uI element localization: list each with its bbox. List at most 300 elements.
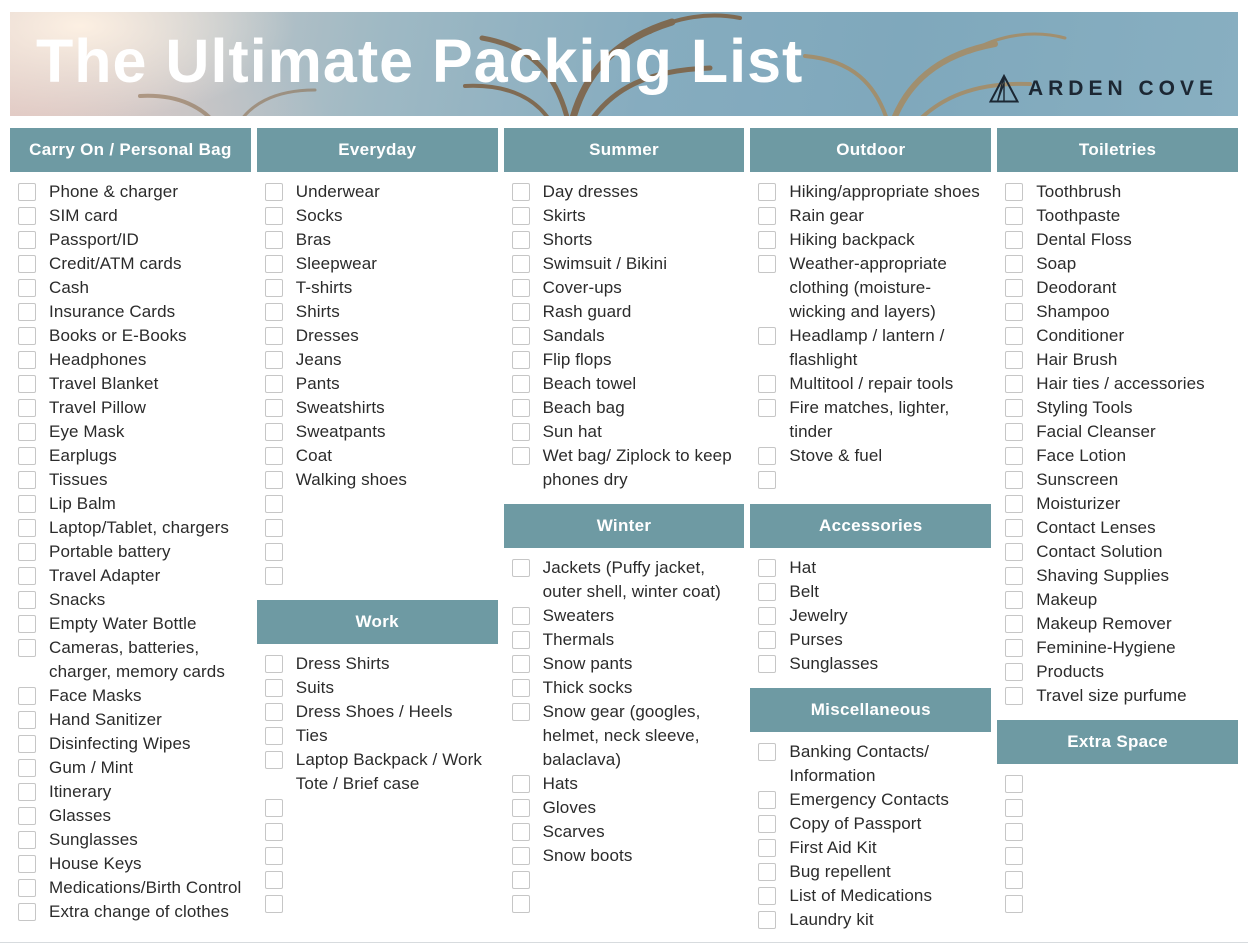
checkbox[interactable] <box>758 255 776 273</box>
checkbox[interactable] <box>512 255 530 273</box>
checkbox[interactable] <box>265 895 283 913</box>
section-header <box>504 128 745 172</box>
checklist-item <box>997 772 1238 796</box>
checkbox[interactable] <box>512 847 530 865</box>
checklist-item <box>10 564 251 588</box>
checklist-item <box>10 588 251 612</box>
checkbox[interactable] <box>758 207 776 225</box>
checkbox[interactable] <box>1005 639 1023 657</box>
checkbox[interactable] <box>265 567 283 585</box>
item-label: Deodorant <box>1036 278 1117 297</box>
packing-column <box>504 128 745 916</box>
checklist-item <box>10 348 251 372</box>
checklist-item <box>10 756 251 780</box>
checkbox[interactable] <box>1005 183 1023 201</box>
section-items <box>750 172 991 492</box>
section-title: Miscellaneous <box>810 700 931 719</box>
item-label: Thick socks <box>542 678 633 697</box>
checkbox[interactable] <box>1005 895 1023 913</box>
item-label: Shaving Supplies <box>1036 566 1170 585</box>
checklist-item <box>257 820 498 844</box>
item-label: Copy of Passport <box>789 814 922 833</box>
checkbox[interactable] <box>758 743 776 761</box>
item-label: Emergency Contacts <box>789 790 949 809</box>
item-label: Rash guard <box>542 302 632 321</box>
checkbox[interactable] <box>1005 399 1023 417</box>
checkbox[interactable] <box>512 895 530 913</box>
item-label: Shorts <box>542 230 593 249</box>
item-label: Contact Lenses <box>1036 518 1156 537</box>
checklist-item <box>10 804 251 828</box>
checkbox[interactable] <box>1005 351 1023 369</box>
item-label: Hats <box>542 774 578 793</box>
checklist-item <box>750 180 991 204</box>
checklist-item <box>997 492 1238 516</box>
checkbox[interactable] <box>18 615 36 633</box>
checklist-item <box>10 420 251 444</box>
checkbox[interactable] <box>758 655 776 673</box>
item-label: Lip Balm <box>49 494 116 513</box>
checkbox[interactable] <box>265 751 283 769</box>
checklist-item <box>257 324 498 348</box>
checkbox[interactable] <box>512 183 530 201</box>
checkbox[interactable] <box>265 703 283 721</box>
checkbox[interactable] <box>758 231 776 249</box>
item-label: Books or E-Books <box>49 326 187 345</box>
checkbox[interactable] <box>1005 567 1023 585</box>
checkbox[interactable] <box>758 375 776 393</box>
checkbox[interactable] <box>512 207 530 225</box>
packing-column <box>257 128 498 916</box>
checkbox[interactable] <box>1005 543 1023 561</box>
item-label: Portable battery <box>49 542 171 561</box>
checkbox[interactable] <box>265 655 283 673</box>
checklist-item <box>10 228 251 252</box>
item-label: Hair Brush <box>1036 350 1118 369</box>
checklist-item <box>257 700 498 724</box>
checklist-item <box>257 180 498 204</box>
checkbox[interactable] <box>1005 375 1023 393</box>
item-label: Banking Contacts/ Information <box>789 742 930 785</box>
checkbox[interactable] <box>265 799 283 817</box>
checkbox[interactable] <box>512 447 530 465</box>
checkbox[interactable] <box>1005 327 1023 345</box>
item-label: Hiking/appropriate shoes <box>789 182 980 201</box>
checklist-item <box>997 204 1238 228</box>
section-items <box>750 732 991 932</box>
checkbox[interactable] <box>265 207 283 225</box>
checkbox[interactable] <box>512 607 530 625</box>
section-header <box>997 720 1238 764</box>
checkbox[interactable] <box>512 327 530 345</box>
page-divider <box>0 942 1248 943</box>
checklist-item <box>504 604 745 628</box>
checklist-item <box>997 684 1238 708</box>
checklist-item <box>257 724 498 748</box>
packing-column <box>10 128 251 924</box>
item-label: Swimsuit / Bikini <box>542 254 668 273</box>
checkbox[interactable] <box>512 703 530 721</box>
section-items <box>257 644 498 916</box>
brand-name: ARDEN COVE <box>1027 77 1218 100</box>
checklist-item <box>257 468 498 492</box>
item-label: Hair ties / accessories <box>1036 374 1205 393</box>
checklist-item <box>257 564 498 588</box>
checklist-item <box>750 396 991 444</box>
checklist-item <box>504 396 745 420</box>
section-items <box>504 172 745 492</box>
checklist-item <box>504 820 745 844</box>
checkbox[interactable] <box>758 815 776 833</box>
checkbox[interactable] <box>265 279 283 297</box>
checkbox[interactable] <box>265 423 283 441</box>
checklist-item <box>750 836 991 860</box>
checkbox[interactable] <box>265 183 283 201</box>
checkbox[interactable] <box>512 679 530 697</box>
checklist-item <box>10 276 251 300</box>
item-label: Dress Shoes / Heels <box>295 702 453 721</box>
item-label: Walking shoes <box>295 470 408 489</box>
checkbox[interactable] <box>512 823 530 841</box>
packing-section <box>504 504 745 916</box>
checklist-item <box>10 300 251 324</box>
checklist-item <box>257 228 498 252</box>
checkbox[interactable] <box>265 447 283 465</box>
checkbox[interactable] <box>18 255 36 273</box>
checkbox[interactable] <box>1005 207 1023 225</box>
section-title: Extra Space <box>1067 732 1168 751</box>
checkbox[interactable] <box>1005 231 1023 249</box>
item-label: Flip flops <box>542 350 612 369</box>
checkbox[interactable] <box>758 471 776 489</box>
item-label: Headlamp / lantern / flashlight <box>789 326 945 369</box>
checklist-item <box>10 516 251 540</box>
checkbox[interactable] <box>18 543 36 561</box>
checkbox[interactable] <box>18 807 36 825</box>
checkbox[interactable] <box>18 519 36 537</box>
item-label: Hand Sanitizer <box>49 710 162 729</box>
checkbox[interactable] <box>1005 447 1023 465</box>
checkbox[interactable] <box>18 567 36 585</box>
checkbox[interactable] <box>758 887 776 905</box>
checkbox[interactable] <box>265 727 283 745</box>
packing-list-page <box>0 12 1248 951</box>
checkbox[interactable] <box>758 583 776 601</box>
item-label: Jackets (Puffy jacket, outer shell, winter coat) <box>542 558 721 601</box>
checklist-item <box>10 684 251 708</box>
item-label: Medications/Birth Control <box>49 878 242 897</box>
section-items <box>750 548 991 676</box>
section-items <box>997 764 1238 916</box>
item-label: Insurance Cards <box>49 302 176 321</box>
checkbox[interactable] <box>265 495 283 513</box>
checkbox[interactable] <box>1005 255 1023 273</box>
checklist-item <box>997 180 1238 204</box>
item-label: Glasses <box>49 806 112 825</box>
checkbox[interactable] <box>265 543 283 561</box>
checklist-item <box>750 628 991 652</box>
checkbox[interactable] <box>1005 423 1023 441</box>
checkbox[interactable] <box>1005 663 1023 681</box>
checkbox[interactable] <box>265 255 283 273</box>
checkbox[interactable] <box>758 447 776 465</box>
checkbox[interactable] <box>1005 471 1023 489</box>
checkbox[interactable] <box>1005 847 1023 865</box>
item-label: Passport/ID <box>49 230 139 249</box>
checkbox[interactable] <box>18 783 36 801</box>
checklist-item <box>10 396 251 420</box>
checklist-item <box>257 204 498 228</box>
checkbox[interactable] <box>18 711 36 729</box>
item-label: Itinerary <box>49 782 112 801</box>
checklist-item <box>257 444 498 468</box>
checkbox[interactable] <box>758 631 776 649</box>
packing-section <box>257 128 498 588</box>
checkbox[interactable] <box>758 559 776 577</box>
item-label: Multitool / repair tools <box>789 374 954 393</box>
checkbox[interactable] <box>265 303 283 321</box>
item-label: Ties <box>295 726 328 745</box>
checkbox[interactable] <box>265 375 283 393</box>
arden-cove-logo-icon <box>989 74 1019 104</box>
checklist-item <box>750 324 991 372</box>
checkbox[interactable] <box>18 351 36 369</box>
checkbox[interactable] <box>512 775 530 793</box>
checkbox[interactable] <box>1005 591 1023 609</box>
packing-section <box>997 720 1238 916</box>
checklist-item <box>750 812 991 836</box>
checklist-item <box>504 652 745 676</box>
packing-column <box>750 128 991 932</box>
checklist-item <box>257 252 498 276</box>
checklist-item <box>10 876 251 900</box>
item-label: Laptop Backpack / Work Tote / Brief case <box>295 750 482 793</box>
checklist-item <box>257 348 498 372</box>
checkbox[interactable] <box>18 303 36 321</box>
item-label: Sweaters <box>542 606 615 625</box>
checkbox[interactable] <box>512 375 530 393</box>
item-label: Beach bag <box>542 398 625 417</box>
item-label: Sunglasses <box>49 830 138 849</box>
checkbox[interactable] <box>18 471 36 489</box>
checkbox[interactable] <box>265 351 283 369</box>
checkbox[interactable] <box>1005 615 1023 633</box>
item-label: Socks <box>295 206 343 225</box>
item-label: Gum / Mint <box>49 758 134 777</box>
checklist-item <box>504 772 745 796</box>
checkbox[interactable] <box>18 183 36 201</box>
item-label: Moisturizer <box>1036 494 1121 513</box>
checkbox[interactable] <box>1005 279 1023 297</box>
checklist-item <box>257 868 498 892</box>
item-label: Hat <box>789 558 817 577</box>
checkbox[interactable] <box>512 399 530 417</box>
packing-section <box>10 128 251 924</box>
item-label: Cover-ups <box>542 278 622 297</box>
item-label: Sandals <box>542 326 605 345</box>
checkbox[interactable] <box>18 447 36 465</box>
checkbox[interactable] <box>512 231 530 249</box>
item-label: Stove & fuel <box>789 446 883 465</box>
item-label: Weather-appropriate clothing (moisture- wicking and layers) <box>789 254 947 321</box>
checkbox[interactable] <box>758 183 776 201</box>
checkbox[interactable] <box>758 911 776 929</box>
checkbox[interactable] <box>18 279 36 297</box>
item-label: Snacks <box>49 590 106 609</box>
item-label: Skirts <box>542 206 586 225</box>
checklist-item <box>997 444 1238 468</box>
checklist-item <box>997 348 1238 372</box>
item-label: Suits <box>295 678 335 697</box>
checkbox[interactable] <box>1005 799 1023 817</box>
checkbox[interactable] <box>18 639 36 657</box>
checkbox[interactable] <box>265 519 283 537</box>
section-header <box>997 128 1238 172</box>
checkbox[interactable] <box>18 495 36 513</box>
checkbox[interactable] <box>512 423 530 441</box>
item-label: Cash <box>49 278 90 297</box>
item-label: Contact Solution <box>1036 542 1163 561</box>
checkbox[interactable] <box>18 399 36 417</box>
checklist-item <box>750 652 991 676</box>
section-title: Carry On / Personal Bag <box>29 140 232 159</box>
checkbox[interactable] <box>1005 775 1023 793</box>
checkbox[interactable] <box>265 231 283 249</box>
checklist-item <box>750 884 991 908</box>
section-header <box>750 688 991 732</box>
checkbox[interactable] <box>758 791 776 809</box>
checkbox[interactable] <box>1005 519 1023 537</box>
section-items <box>504 548 745 916</box>
item-label: Conditioner <box>1036 326 1125 345</box>
checkbox[interactable] <box>512 655 530 673</box>
checkbox[interactable] <box>1005 687 1023 705</box>
item-label: Styling Tools <box>1036 398 1133 417</box>
section-title: Summer <box>589 140 659 159</box>
checkbox[interactable] <box>512 559 530 577</box>
checkbox[interactable] <box>18 423 36 441</box>
checkbox[interactable] <box>265 679 283 697</box>
checkbox[interactable] <box>18 831 36 849</box>
checklist-item <box>997 324 1238 348</box>
item-label: Toothpaste <box>1036 206 1121 225</box>
checkbox[interactable] <box>265 823 283 841</box>
item-label: Sweatpants <box>295 422 386 441</box>
item-label: List of Medications <box>789 886 933 905</box>
item-label: Face Lotion <box>1036 446 1127 465</box>
item-label: Sun hat <box>542 422 602 441</box>
checkbox[interactable] <box>18 327 36 345</box>
item-label: Makeup <box>1036 590 1098 609</box>
checkbox[interactable] <box>18 879 36 897</box>
checkbox[interactable] <box>265 847 283 865</box>
checkbox[interactable] <box>758 607 776 625</box>
item-label: Travel Adapter <box>49 566 161 585</box>
checkbox[interactable] <box>512 799 530 817</box>
packing-section <box>997 128 1238 708</box>
checkbox[interactable] <box>265 871 283 889</box>
section-title: Outdoor <box>836 140 906 159</box>
checkbox[interactable] <box>18 591 36 609</box>
checkbox[interactable] <box>758 327 776 345</box>
item-label: Snow boots <box>542 846 633 865</box>
checklist-item <box>997 276 1238 300</box>
checkbox[interactable] <box>758 863 776 881</box>
checklist-item <box>10 732 251 756</box>
item-label: Laptop/Tablet, chargers <box>49 518 229 537</box>
checkbox[interactable] <box>265 399 283 417</box>
item-label: Face Masks <box>49 686 142 705</box>
checklist-item <box>504 300 745 324</box>
checklist-item <box>504 556 745 604</box>
section-title: Everyday <box>338 140 417 159</box>
item-label: Sleepwear <box>295 254 378 273</box>
checkbox[interactable] <box>512 631 530 649</box>
checklist-item <box>997 420 1238 444</box>
checklist-item <box>504 372 745 396</box>
checklist-item <box>997 612 1238 636</box>
checkbox[interactable] <box>18 735 36 753</box>
checkbox[interactable] <box>758 399 776 417</box>
checklist-item <box>997 468 1238 492</box>
checkbox[interactable] <box>758 839 776 857</box>
item-label: Disinfecting Wipes <box>49 734 191 753</box>
section-title: Toiletries <box>1078 140 1157 159</box>
checkbox[interactable] <box>1005 823 1023 841</box>
checklist-item <box>504 868 745 892</box>
checklist-item <box>10 492 251 516</box>
checklist-item <box>750 444 991 468</box>
checkbox[interactable] <box>1005 495 1023 513</box>
checklist-item <box>10 780 251 804</box>
checkbox[interactable] <box>18 375 36 393</box>
item-label: Dresses <box>295 326 359 345</box>
item-label: Phone & charger <box>49 182 179 201</box>
checkbox[interactable] <box>265 327 283 345</box>
checklist-item <box>504 228 745 252</box>
section-header <box>504 504 745 548</box>
item-label: Makeup Remover <box>1036 614 1172 633</box>
checkbox[interactable] <box>265 471 283 489</box>
checkbox[interactable] <box>18 855 36 873</box>
checklist-item <box>257 892 498 916</box>
checkbox[interactable] <box>18 687 36 705</box>
checkbox[interactable] <box>18 759 36 777</box>
checkbox[interactable] <box>512 279 530 297</box>
checkbox[interactable] <box>18 207 36 225</box>
checkbox[interactable] <box>512 303 530 321</box>
packing-section <box>504 128 745 492</box>
item-label: Laundry kit <box>789 910 874 929</box>
checkbox[interactable] <box>512 871 530 889</box>
checklist-item <box>504 324 745 348</box>
checklist-item <box>504 628 745 652</box>
checklist-item <box>997 300 1238 324</box>
checklist-item <box>10 636 251 684</box>
checklist-item <box>750 228 991 252</box>
checkbox[interactable] <box>1005 871 1023 889</box>
item-label: Feminine-Hygiene <box>1036 638 1176 657</box>
checkbox[interactable] <box>18 903 36 921</box>
checkbox[interactable] <box>512 351 530 369</box>
checkbox[interactable] <box>1005 303 1023 321</box>
section-header <box>257 128 498 172</box>
checklist-item <box>750 468 991 492</box>
checkbox[interactable] <box>18 231 36 249</box>
checklist-item <box>750 372 991 396</box>
checklist-item <box>257 652 498 676</box>
item-label: Credit/ATM cards <box>49 254 182 273</box>
